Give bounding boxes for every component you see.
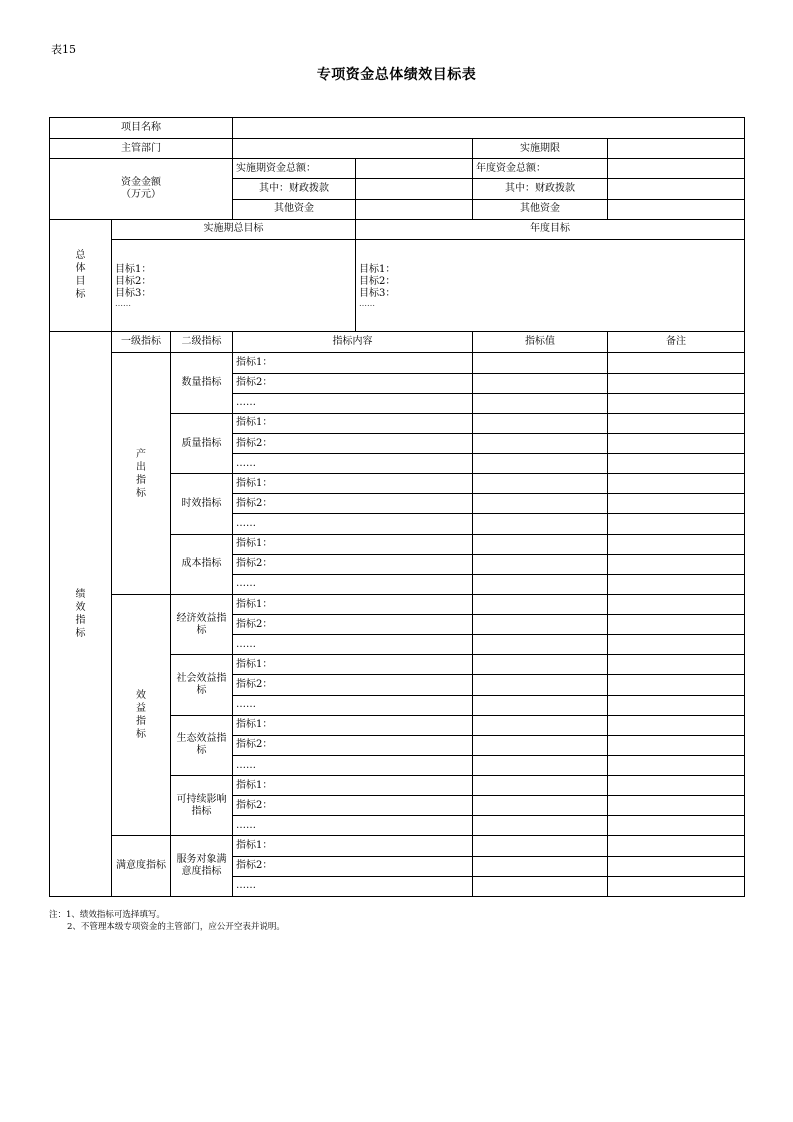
impl-goal-1: 目标1：	[115, 263, 152, 275]
level2-label: 服务对象满意度指标	[171, 836, 233, 897]
indicator-value-cell[interactable]	[473, 735, 608, 755]
indicator-value-cell[interactable]	[473, 675, 608, 695]
indicator-value-cell[interactable]	[473, 635, 608, 655]
goals-body-row	[50, 239, 745, 332]
fiscal-input-left[interactable]	[356, 179, 473, 199]
indicator-content-cell[interactable]: 指标2：	[233, 675, 473, 695]
indicator-value-cell[interactable]	[473, 755, 608, 775]
indicator-value-cell[interactable]	[473, 574, 608, 594]
table-row	[50, 353, 745, 373]
goals-section-label: 总体目标	[50, 219, 112, 332]
indicator-remark-cell[interactable]	[608, 695, 745, 715]
indicator-remark-cell[interactable]	[608, 796, 745, 816]
impl-total-input[interactable]	[356, 159, 473, 179]
indicator-content-cell[interactable]: ……	[233, 635, 473, 655]
impl-goal-3: 目标3：	[115, 287, 152, 299]
annual-goal-3: 目标3：	[359, 287, 396, 299]
benefit-indicator-label: 效益指标	[112, 594, 171, 836]
indicator-value-cell[interactable]	[473, 494, 608, 514]
level2-label: 数量指标	[171, 353, 233, 413]
indicator-remark-cell[interactable]	[608, 554, 745, 574]
satisfaction-indicator-label: 满意度指标	[112, 836, 171, 897]
indicator-content-cell[interactable]: ……	[233, 454, 473, 474]
period-label: 实施期限	[473, 139, 608, 159]
indicator-content-cell[interactable]: ……	[233, 574, 473, 594]
indicator-content-cell[interactable]: 指标2：	[233, 735, 473, 755]
indicator-value-cell[interactable]	[473, 836, 608, 856]
indicator-content-cell[interactable]: 指标1：	[233, 474, 473, 494]
annual-goal-head: 年度目标	[356, 219, 745, 239]
indicator-content-cell[interactable]: 指标2：	[233, 373, 473, 393]
indicator-value-cell[interactable]	[473, 514, 608, 534]
annual-goal-more: ……	[359, 298, 376, 308]
indicator-remark-cell[interactable]	[608, 816, 745, 836]
funds-label	[50, 159, 233, 219]
level2-label: 社会效益指标	[171, 655, 233, 715]
project-name-input[interactable]	[233, 118, 745, 139]
fiscal-label-left: 其中：财政拨款	[233, 179, 356, 199]
annual-total-input[interactable]	[608, 159, 745, 179]
indicator-content-cell[interactable]: 指标2：	[233, 796, 473, 816]
indicators-head-row	[50, 332, 745, 353]
indicator-content-cell[interactable]: 指标2：	[233, 433, 473, 453]
footnote-2: 2、不管理本级专项资金的主管部门，应公开空表并说明。	[67, 922, 285, 932]
indicator-remark-cell[interactable]	[608, 836, 745, 856]
impl-total-label: 实施期资金总额：	[233, 159, 356, 179]
indicator-remark-cell[interactable]	[608, 715, 745, 735]
period-input[interactable]	[608, 139, 745, 159]
funds-row-1	[50, 159, 745, 179]
indicator-content-cell[interactable]: ……	[233, 876, 473, 896]
col-level1: 一级指标	[112, 332, 171, 353]
indicator-remark-cell[interactable]	[608, 393, 745, 413]
indicator-remark-cell[interactable]	[608, 776, 745, 796]
indicator-value-cell[interactable]	[473, 534, 608, 554]
level2-label: 成本指标	[171, 534, 233, 594]
col-remark: 备注	[608, 332, 745, 353]
indicator-remark-cell[interactable]	[608, 494, 745, 514]
goals-head-row	[50, 219, 745, 239]
level2-label: 经济效益指标	[171, 594, 233, 654]
dept-input[interactable]	[233, 139, 473, 159]
level2-label: 时效指标	[171, 474, 233, 534]
indicator-content-cell[interactable]: 指标1：	[233, 836, 473, 856]
annual-goal-2: 目标2：	[359, 275, 396, 287]
indicator-content-cell[interactable]: 指标2：	[233, 615, 473, 635]
indicator-content-cell[interactable]: ……	[233, 393, 473, 413]
indicator-remark-cell[interactable]	[608, 655, 745, 675]
dept-row	[50, 139, 745, 159]
indicator-content-cell[interactable]: 指标1：	[233, 534, 473, 554]
indicator-value-cell[interactable]	[473, 413, 608, 433]
indicator-remark-cell[interactable]	[608, 675, 745, 695]
indicator-remark-cell[interactable]	[608, 735, 745, 755]
indicator-value-cell[interactable]	[473, 796, 608, 816]
indicator-content-cell[interactable]: ……	[233, 755, 473, 775]
indicator-value-cell[interactable]	[473, 715, 608, 735]
indicator-remark-cell[interactable]	[608, 373, 745, 393]
other-label-right: 其他资金	[473, 199, 608, 219]
indicator-value-cell[interactable]	[473, 655, 608, 675]
col-level2: 二级指标	[171, 332, 233, 353]
indicator-content-cell[interactable]: 指标1：	[233, 715, 473, 735]
impl-goal-2: 目标2：	[115, 275, 152, 287]
project-name-row	[50, 118, 745, 139]
project-name-label: 项目名称	[50, 118, 233, 139]
col-value: 指标值	[473, 332, 608, 353]
indicator-value-cell[interactable]	[473, 353, 608, 373]
indicator-content-cell[interactable]: ……	[233, 695, 473, 715]
level2-label: 质量指标	[171, 413, 233, 473]
indicator-remark-cell[interactable]	[608, 876, 745, 896]
indicator-value-cell[interactable]	[473, 433, 608, 453]
indicator-content-cell[interactable]: ……	[233, 816, 473, 836]
indicator-value-cell[interactable]	[473, 856, 608, 876]
indicator-value-cell[interactable]	[473, 373, 608, 393]
indicator-value-cell[interactable]	[473, 393, 608, 413]
annual-goal-1: 目标1：	[359, 263, 396, 275]
indicator-value-cell[interactable]	[473, 816, 608, 836]
indicator-content-cell[interactable]: 指标2：	[233, 494, 473, 514]
fiscal-input-right[interactable]	[608, 179, 745, 199]
impl-goal-head: 实施期总目标	[112, 219, 356, 239]
indicators-section-label: 绩效指标	[50, 332, 112, 897]
indicator-content-cell[interactable]: ……	[233, 514, 473, 534]
indicator-remark-cell[interactable]	[608, 615, 745, 635]
indicator-content-cell[interactable]: 指标1：	[233, 655, 473, 675]
indicator-content-cell[interactable]: 指标2：	[233, 554, 473, 574]
level2-label: 可持续影响指标	[171, 776, 233, 836]
annual-total-label: 年度资金总额：	[473, 159, 608, 179]
dept-label: 主管部门	[50, 139, 233, 159]
footnotes	[49, 909, 285, 933]
indicator-remark-cell[interactable]	[608, 594, 745, 614]
other-label-left: 其他资金	[233, 199, 356, 219]
indicator-value-cell[interactable]	[473, 776, 608, 796]
indicator-remark-cell[interactable]	[608, 856, 745, 876]
footnote-1: 注：1、绩效指标可选择填写。	[49, 910, 165, 920]
col-content: 指标内容	[233, 332, 473, 353]
indicator-value-cell[interactable]	[473, 615, 608, 635]
indicator-remark-cell[interactable]	[608, 454, 745, 474]
table-number: 表15	[51, 43, 76, 56]
fiscal-label-right: 其中：财政拨款	[473, 179, 608, 199]
indicator-content-cell[interactable]: 指标2：	[233, 856, 473, 876]
annual-goal-input[interactable]	[356, 239, 745, 332]
output-indicator-label: 产出指标	[112, 353, 171, 595]
indicator-value-cell[interactable]	[473, 695, 608, 715]
indicator-content-cell[interactable]: 指标1：	[233, 594, 473, 614]
level2-label: 生态效益指标	[171, 715, 233, 775]
indicator-content-cell[interactable]: 指标1：	[233, 413, 473, 433]
indicator-remark-cell[interactable]	[608, 353, 745, 373]
performance-goal-table	[49, 117, 745, 897]
indicator-value-cell[interactable]	[473, 474, 608, 494]
indicator-value-cell[interactable]	[473, 454, 608, 474]
indicator-remark-cell[interactable]	[608, 474, 745, 494]
impl-goal-more: ……	[115, 298, 131, 308]
indicator-remark-cell[interactable]	[608, 433, 745, 453]
impl-goal-input[interactable]	[112, 239, 356, 332]
indicator-remark-cell[interactable]	[608, 413, 745, 433]
indicator-remark-cell[interactable]	[608, 534, 745, 554]
funds-unit-text: （万元）	[121, 188, 162, 200]
other-input-left[interactable]	[356, 199, 473, 219]
page-title: 专项资金总体绩效目标表	[316, 67, 477, 83]
indicator-remark-cell[interactable]	[608, 755, 745, 775]
indicator-remark-cell[interactable]	[608, 574, 745, 594]
indicator-remark-cell[interactable]	[608, 635, 745, 655]
funds-label-text: 资金金额	[121, 176, 162, 188]
table-row	[50, 836, 745, 856]
other-input-right[interactable]	[608, 199, 745, 219]
indicator-remark-cell[interactable]	[608, 514, 745, 534]
indicator-value-cell[interactable]	[473, 594, 608, 614]
indicator-value-cell[interactable]	[473, 876, 608, 896]
table-row	[50, 594, 745, 614]
indicator-value-cell[interactable]	[473, 554, 608, 574]
indicator-content-cell[interactable]: 指标1：	[233, 776, 473, 796]
indicator-content-cell[interactable]: 指标1：	[233, 353, 473, 373]
